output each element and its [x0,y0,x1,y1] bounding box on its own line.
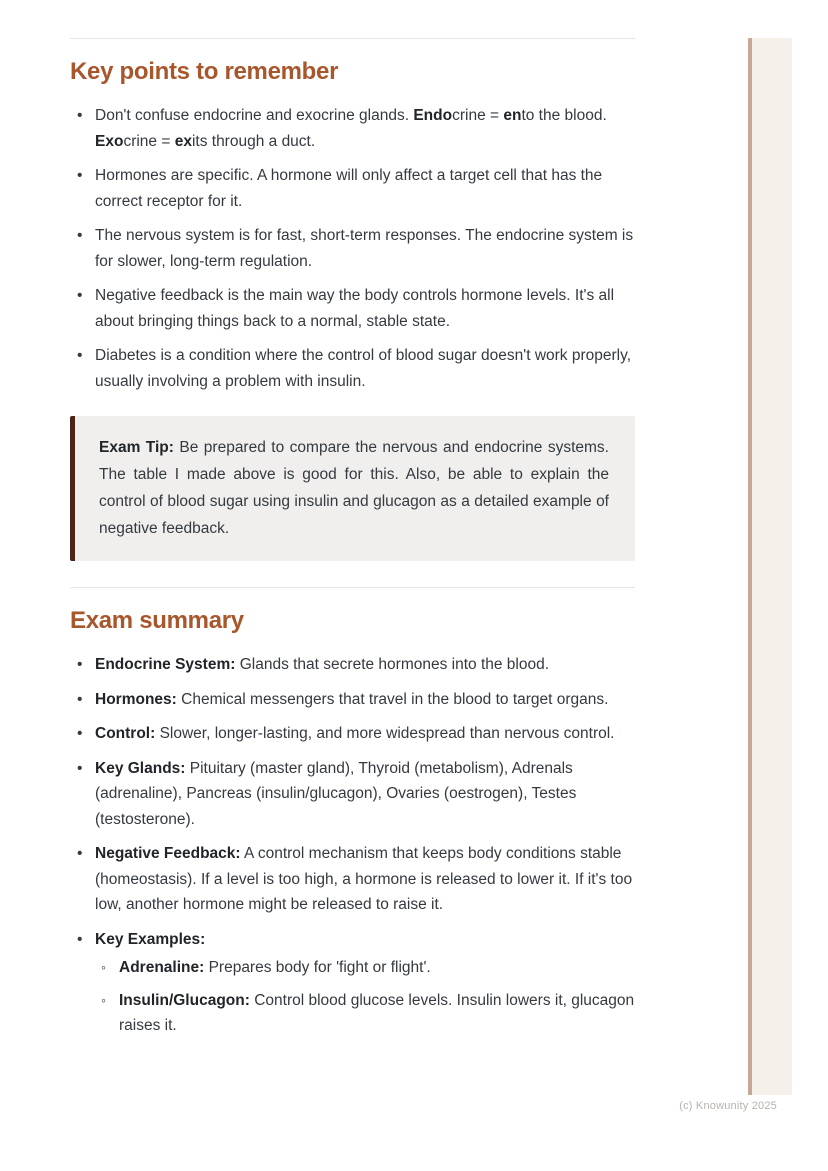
copyright-footer: (c) Knowunity 2025 [679,1100,777,1112]
section-divider [70,38,635,39]
list-item [70,927,635,1039]
bold-text: Key Examples: [95,930,206,948]
section-divider [70,587,635,588]
bold-text: Endo [413,107,453,124]
sublist-item [95,955,635,981]
sublist [95,955,635,1039]
exam-summary-list [70,652,635,1039]
list-item [70,756,635,833]
list-item [70,163,635,214]
text-run: Negative feedback is the main way the body controls hormone levels. It's all about bringing things back to a normal, stable state. [95,287,615,330]
key-points-list [70,103,635,394]
list-item [70,652,635,678]
text-run: Pituitary (master gland), Thyroid (metabolism), Adrenals (adrenaline), Pancreas (insulin/glucagon), Ovaries (oestrogen), Testes (testosterone). [95,759,577,828]
list-item [70,721,635,747]
text-run: crine = [123,132,175,150]
list-item [70,343,635,394]
list-item [70,687,635,713]
list-item [70,103,635,154]
text-run: Diabetes is a condition where the control of blood sugar doesn't work properly, usually involving a problem with insulin. [95,347,631,390]
text-run: Chemical messengers that travel in the blood to target organs. [176,690,609,708]
bold-text: Key Glands: [95,759,186,777]
text-run: A control mechanism that keeps body conditions stable (homeostasis). If a level is too high, a hormone is released to lower it. If it's too low, another hormone might be released to raise it. [95,845,633,913]
bold-text: ex [174,132,192,150]
text-run: Slower, longer-lasting, and more widespread than nervous control. [155,725,615,742]
text-run: Prepares body for 'fight or flight'. [204,959,431,976]
text-run: Control blood glucose levels. Insulin lowers it, glucagon raises it. [119,991,635,1034]
bold-text: Control: [95,725,156,742]
text-run: The nervous system is for fast, short-term responses. The endocrine system is for slower, long-term regulation. [95,227,634,270]
bold-text: en [503,107,522,124]
bold-text: Exam Tip: [99,439,174,456]
document-content [70,0,635,1048]
bold-text: Negative Feedback: [95,845,241,862]
exam-tip-text [99,439,609,537]
bold-text: Insulin/Glucagon: [119,991,250,1009]
list-item [70,223,635,274]
bold-text: Adrenaline: [119,959,205,976]
page-edge-stripe [748,38,792,1095]
exam-tip-callout [70,416,635,561]
text-run: Don't confuse endocrine and exocrine glands. [95,107,414,124]
key-points-title: Key points to remember [70,58,339,85]
bold-text: Exo [95,132,124,150]
text-run: Hormones are specific. A hormone will only affect a target cell that has the correct receptor for it. [95,167,603,210]
text-run: Glands that secrete hormones into the blood. [235,656,550,673]
list-item [70,283,635,334]
exam-summary-title: Exam summary [70,607,244,634]
text-run: its through a duct. [191,132,316,150]
text-run: Be prepared to compare the nervous and endocrine systems. The table I made above is good for this. Also, be able to explain the control of blood sugar using insulin and glucagon as a detailed example of negative feedback. [99,439,609,537]
text-run: crine = [452,107,504,124]
sublist-item [95,988,635,1039]
bold-text: Hormones: [95,690,177,708]
bold-text: Endocrine System: [95,656,236,673]
list-item [70,841,635,918]
text-run: to the blood. [521,107,607,124]
